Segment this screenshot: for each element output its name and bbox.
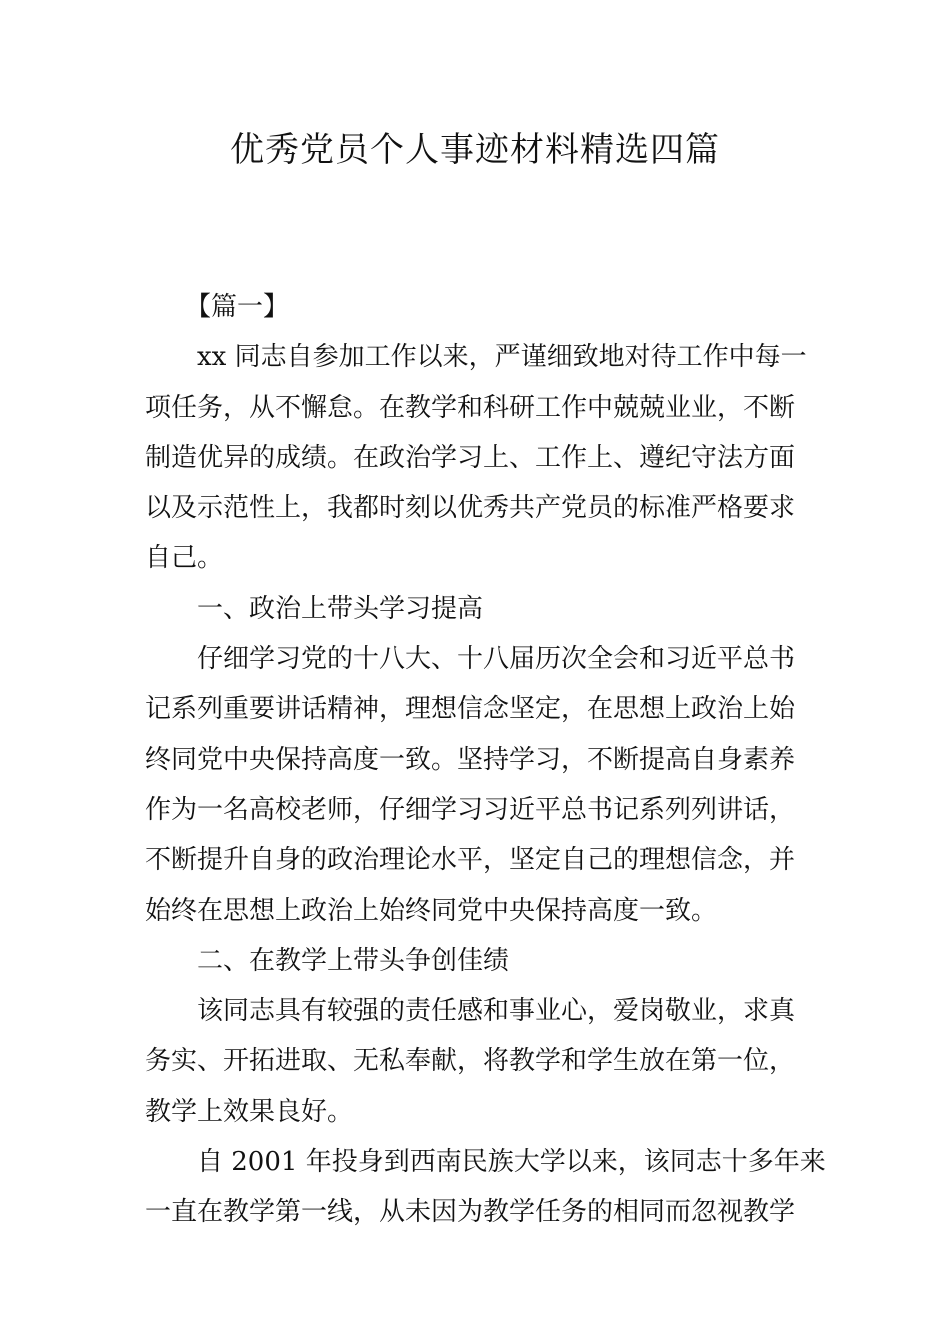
paragraph-line: 以及示范性上，我都时刻以优秀共产党员的标准严格要求	[145, 493, 796, 524]
paragraph-line: 该同志具有较强的责任感和事业心，爱岗敬业，求真	[197, 996, 796, 1027]
paragraph-line: 仔细学习党的十八大、十八届历次全会和习近平总书	[197, 644, 796, 675]
section-marker: 【篇一】	[185, 292, 290, 322]
paragraph-line: 自 2001 年投身到西南民族大学以来，该同志十多年来	[197, 1147, 826, 1178]
paragraph-line: 项任务，从不懈怠。在教学和科研工作中兢兢业业，不断	[145, 392, 796, 423]
paragraph-line: 始终在思想上政治上始终同党中央保持高度一致。	[145, 895, 718, 926]
paragraph-line: 作为一名高校老师，仔细学习习近平总书记系列列讲话，	[145, 794, 796, 825]
section-heading: 一、政治上带头学习提高	[197, 593, 484, 624]
paragraph-line: 务实、开拓进取、无私奉献，将教学和学生放在第一位，	[145, 1046, 796, 1077]
document-title: 优秀党员个人事迹材料精选四篇	[230, 130, 720, 170]
paragraph-line: 终同党中央保持高度一致。坚持学习，不断提高自身素养	[145, 744, 796, 775]
paragraph-line: 教学上效果良好。	[145, 1096, 354, 1127]
paragraph-line: 制造优异的成绩。在政治学习上、工作上、遵纪守法方面	[145, 442, 796, 473]
paragraph-line: 自己。	[145, 543, 224, 574]
paragraph-line: 不断提升自身的政治理论水平，坚定自己的理想信念，并	[145, 845, 796, 876]
paragraph-line: 一直在教学第一线，从未因为教学任务的相同而忽视教学	[145, 1197, 796, 1228]
section-heading: 二、在教学上带头争创佳绩	[197, 945, 510, 976]
paragraph-line: 记系列重要讲话精神，理想信念坚定，在思想上政治上始	[145, 694, 796, 725]
paragraph-line: xx 同志自参加工作以来，严谨细致地对待工作中每一	[197, 342, 807, 373]
document-body	[145, 282, 826, 1238]
